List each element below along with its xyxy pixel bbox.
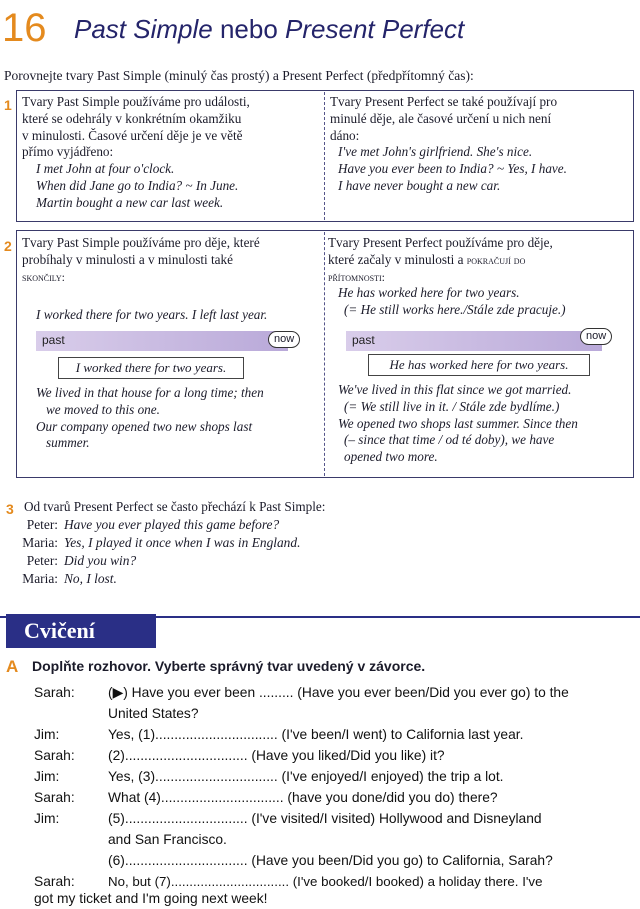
exercise-row[interactable] <box>108 790 498 805</box>
s1-right-example: I have never bought a new car. <box>338 177 501 193</box>
dialog-line <box>8 516 608 534</box>
dialog-line <box>8 570 608 588</box>
s2-right-line2-text: které začaly v minulosti a <box>328 251 467 267</box>
timeline-past-label: past <box>352 333 375 347</box>
s2-left-example2b: we moved to this one. <box>46 401 160 417</box>
row-speaker: Jim: <box>34 769 60 784</box>
exercise-row[interactable] <box>108 748 445 763</box>
s2-left-example1 <box>36 307 324 324</box>
exercise-row <box>34 891 267 906</box>
s2-right-line2-sc: pokračují do <box>466 252 526 267</box>
section-3-dialog <box>8 516 608 588</box>
exercise-row <box>34 748 75 763</box>
section-1-right <box>330 94 630 195</box>
s1-left-example: Martin bought a new car last week. <box>36 194 224 210</box>
row-speaker: Sarah: <box>34 790 75 805</box>
s2-right-example2-note: (= We still live in it. / Stále zde bydlíme.) <box>344 398 560 414</box>
exercise-row <box>108 832 227 847</box>
section-1-number: 1 <box>4 97 12 113</box>
s1-right-line: dáno: <box>330 127 360 143</box>
s2-right-example3b: (– since that time / od té doby), we have <box>344 432 555 448</box>
unit-title <box>74 14 464 45</box>
row-text: and San Francisco. <box>108 832 227 847</box>
section-2-divider <box>324 232 325 476</box>
s2-right-timeline <box>346 331 602 351</box>
s2-left-smallcaps: skončily: <box>22 269 65 284</box>
dialog-line <box>8 552 608 570</box>
s2-left-example2a: We lived in that house for a long time; then <box>36 385 264 400</box>
s2-left-examples <box>36 385 324 452</box>
dialog-speaker: Maria: <box>22 535 58 550</box>
row-text: United States? <box>108 706 199 721</box>
s2-right-line2 <box>328 252 632 269</box>
exercise-row[interactable] <box>108 811 542 826</box>
row-text: (▶) Have you ever been ......... (Have you ever been/Did you ever go) to the <box>108 685 569 700</box>
s2-right-example1-note: (= He still works here./Stále zde pracuje.) <box>344 302 566 318</box>
title-past-simple: Past Simple <box>74 14 213 44</box>
s2-left-example3b: summer. <box>46 435 90 451</box>
row-speaker: Jim: <box>34 727 60 742</box>
row-speaker: Sarah: <box>34 874 75 889</box>
dialog-text: Have you ever played this game before? <box>64 517 280 532</box>
section-1-divider <box>324 92 325 220</box>
title-present-perfect: Present Perfect <box>285 14 465 44</box>
exercise-row <box>34 811 59 826</box>
exercise-row[interactable] <box>108 769 504 784</box>
row-text: Yes, (3)................................ (I've enjoyed/I enjoyed) the trip a lot. <box>108 769 504 784</box>
exercise-row[interactable] <box>108 685 569 701</box>
row-text: No, but (7)................................ (I've booked/I booked) a holiday there. I've <box>108 874 543 889</box>
unit-number: 16 <box>2 6 47 50</box>
s2-left-timeline <box>36 331 288 351</box>
row-speaker: Sarah: <box>34 685 75 700</box>
s1-left-line: přímo vyjádřeno: <box>22 144 114 160</box>
s2-right-examples <box>338 382 632 466</box>
s2-right-example3c: opened two more. <box>344 449 438 465</box>
exercise-row[interactable] <box>108 874 542 889</box>
row-text: (5)................................ (I've visited/I visited) Hollywood and Disneyland <box>108 811 542 826</box>
section-3-number: 3 <box>6 501 14 517</box>
s2-right-example2: We've lived in this flat since we got married. <box>338 382 572 397</box>
intro-text: Porovnejte tvary Past Simple (minulý čas prostý) a Present Perfect (předpřítomný čas): <box>4 68 474 83</box>
dialog-text: Yes, I played it once when I was in England. <box>64 535 301 550</box>
dialog-speaker: Maria: <box>22 571 58 586</box>
exercise-row <box>34 874 75 889</box>
exercise-row[interactable] <box>108 727 523 742</box>
s2-right-line1: Tvary Present Perfect používáme pro děje, <box>328 235 553 250</box>
dialog-speaker: Peter: <box>26 517 58 532</box>
dialog-speaker: Peter: <box>26 553 58 568</box>
exercise-row <box>108 706 199 721</box>
row-text: (2)................................ (Have you liked/Did you like) it? <box>108 748 445 763</box>
row-text: got my ticket and I'm going next week! <box>34 891 268 906</box>
s2-left-example3a: Our company opened two new shops last <box>36 418 253 434</box>
s1-left-line: v minulosti. Časové určení děje je ve větě <box>22 127 243 143</box>
s2-left-line: Tvary Past Simple používáme pro děje, které <box>22 235 260 250</box>
section-3-text: Od tvarů Present Perfect se často přechází k Past Simple: <box>24 499 326 514</box>
section-1-left <box>22 94 322 212</box>
timeline-now-pill: now <box>268 331 300 348</box>
exercise-row <box>34 685 75 700</box>
s1-right-example: I've met John's girlfriend. She's nice. <box>338 144 533 160</box>
s2-right-line3-sc: přítomnosti: <box>328 269 385 284</box>
dialog-line <box>8 534 608 552</box>
s1-right-line: minulé děje, ale časové určení u nich není <box>330 110 552 126</box>
timeline-now-pill: now <box>580 328 612 345</box>
s2-left-line: probíhaly v minulosti a v minulosti také <box>22 251 233 267</box>
s2-right-timeline-box: He has worked here for two years. <box>368 354 590 376</box>
s2-left-timeline-box: I worked there for two years. <box>58 357 244 379</box>
exercise-row <box>34 769 59 784</box>
dialog-text: Did you win? <box>64 553 137 568</box>
s1-left-example: I met John at four o'clock. <box>36 161 175 177</box>
exercise-a-instruction: Doplňte rozhovor. Vyberte správný tvar uvedený v závorce. <box>32 658 426 674</box>
row-text: What (4)................................ (have you done/did you do) there? <box>108 790 498 805</box>
s1-left-example: When did Jane go to India? ~ In June. <box>36 177 239 193</box>
row-text: Yes, (1)................................ (I've been/I went) to California last year. <box>108 727 524 742</box>
s1-left-line: Tvary Past Simple používáme pro události, <box>22 94 250 109</box>
s1-left-line: které se odehrály v konkrétním okamžiku <box>22 110 242 126</box>
section-2-left <box>22 235 322 285</box>
row-text: (6)................................ (Have you been/Did you go) to California, Sarah? <box>108 853 553 868</box>
exercise-heading: Cvičení <box>6 614 156 648</box>
s2-right-example3a: We opened two shops last summer. Since then <box>338 415 578 431</box>
s1-right-example: Have you ever been to India? ~ Yes, I have. <box>338 161 567 177</box>
row-speaker: Jim: <box>34 811 60 826</box>
dialog-text: No, I lost. <box>64 571 117 586</box>
s1-right-line: Tvary Present Perfect se také používají pro <box>330 94 558 109</box>
section-2-right <box>328 235 632 319</box>
exercise-row[interactable] <box>108 853 553 868</box>
section-2-number: 2 <box>4 238 12 254</box>
title-connector: nebo <box>212 14 286 44</box>
exercise-a-letter: A <box>6 657 19 676</box>
row-speaker: Sarah: <box>34 748 75 763</box>
s2-right-example1: He has worked here for two years. <box>338 285 520 301</box>
exercise-row <box>34 727 59 742</box>
timeline-past-label: past <box>42 333 65 347</box>
exercise-row <box>34 790 75 805</box>
s2-left-example1-text: I worked there for two years. I left last year. <box>36 307 268 322</box>
